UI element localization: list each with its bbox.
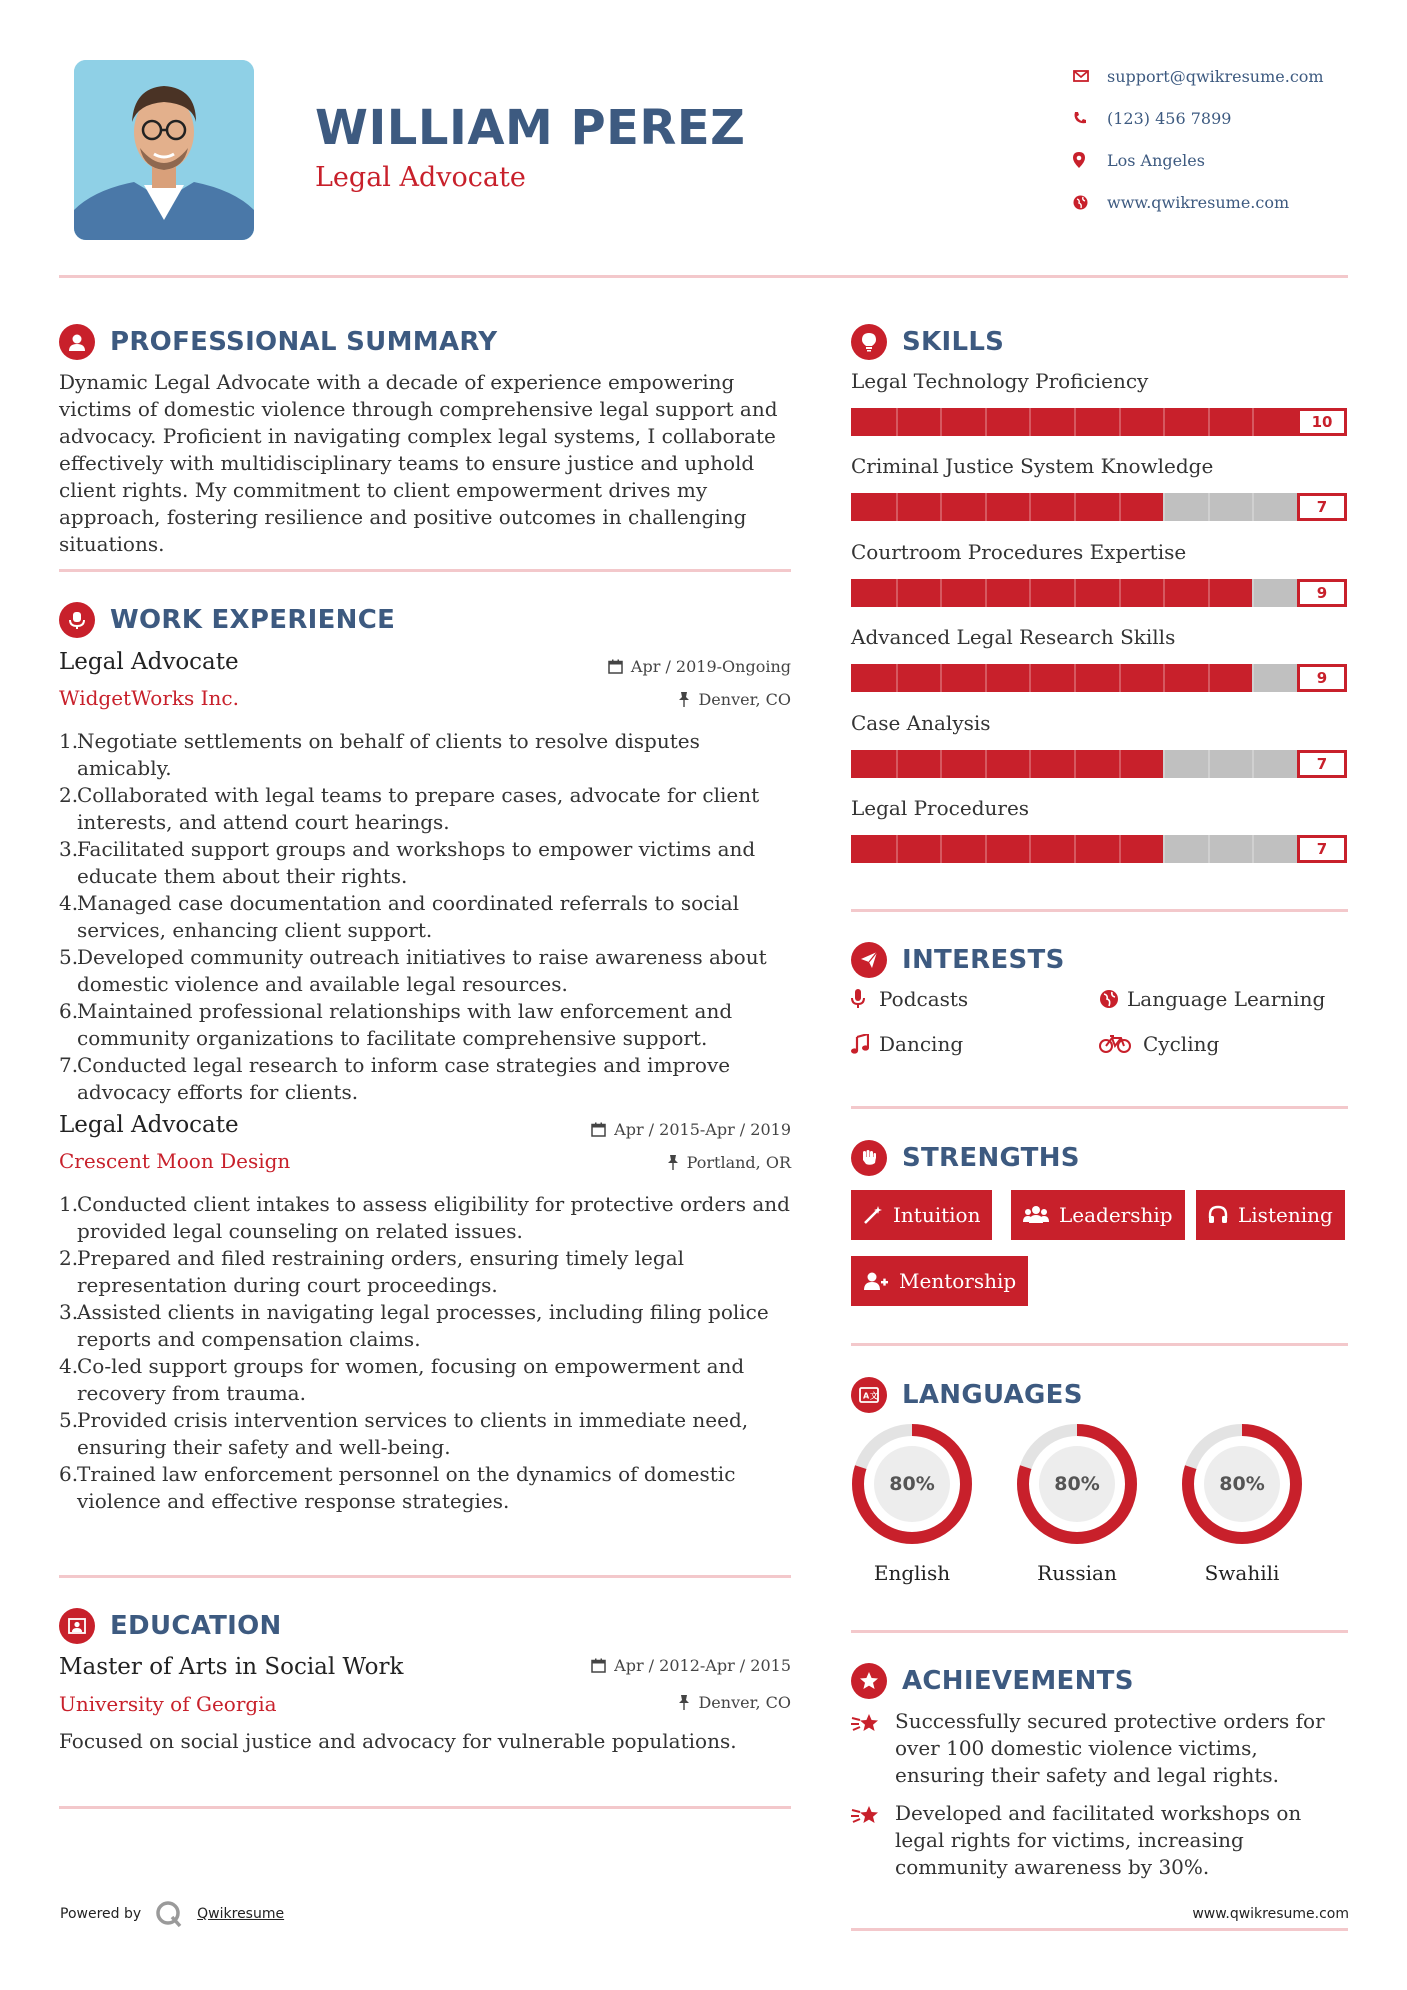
strengths-heading <box>851 1140 1080 1176</box>
user-plus-icon <box>863 1271 889 1291</box>
skill-bar-segment <box>1163 493 1165 521</box>
skill-bar-segment <box>1029 750 1031 778</box>
users-icon <box>1023 1205 1049 1225</box>
skill-name: Advanced Legal Research Skills <box>851 625 1176 650</box>
interest-cycling <box>1099 1032 1219 1056</box>
skill-score: 7 <box>1297 493 1347 521</box>
skill-name: Legal Technology Proficiency <box>851 369 1149 393</box>
language-name: Russian <box>1037 1561 1117 1585</box>
skill-bar-segment <box>1029 835 1031 863</box>
candidate-name: WILLIAM PEREZ <box>315 100 746 156</box>
strength-chip-mentorship: Mentorship <box>851 1256 1028 1306</box>
skill-bar-segment <box>940 579 942 607</box>
contact-phone[interactable] <box>1073 97 1373 139</box>
skill-bar <box>851 835 1347 863</box>
skill-score: 7 <box>1297 835 1347 863</box>
star-badge-icon <box>851 1663 887 1699</box>
list-item: 5. Provided crisis intervention services to clients in immediate need, ensuring their safety and well-being. <box>59 1408 749 1459</box>
skill-name: Legal Procedures <box>851 796 1030 820</box>
achievement-item: Successfully secured protective orders for over 100 domestic violence victims, ensuring their safety and legal rights. <box>851 1708 1351 1789</box>
fist-icon <box>851 1140 887 1176</box>
skill-name: Courtroom Procedures Expertise <box>851 539 1187 564</box>
contact-location <box>1073 139 1373 181</box>
interest-label: Dancing <box>879 1032 964 1056</box>
bicycle-icon <box>1099 1035 1143 1053</box>
globe-icon <box>1073 195 1107 210</box>
list-item: 5. Developed community outreach initiatives to raise awareness about domestic violence and available legal resources. <box>59 945 767 996</box>
candidate-title: Legal Advocate <box>315 162 526 193</box>
strengths-divider <box>851 1343 1348 1346</box>
job-1-title: Legal Advocate <box>59 649 239 675</box>
music-note-icon <box>851 1034 879 1054</box>
skill-bar-segment <box>940 835 942 863</box>
skill-bar <box>851 408 1347 436</box>
work-divider <box>59 1575 791 1578</box>
skill-bar-segment <box>1208 835 1210 863</box>
education-dates <box>480 1656 791 1675</box>
interest-podcasts <box>851 987 968 1011</box>
list-item: 6. Maintained professional relationships with law enforcement and community organizations to facilitate comprehensive support. <box>59 999 733 1050</box>
skill-bar-segment <box>1029 579 1031 607</box>
paper-plane-icon <box>851 942 887 978</box>
skill-bar-fill <box>851 835 1163 863</box>
job-2-dates <box>480 1120 791 1139</box>
skill-bar-segment <box>940 664 942 692</box>
powered-by-label: Powered by <box>60 1906 142 1922</box>
skill-bar-segment <box>896 664 898 692</box>
pushpin-icon <box>678 1695 690 1710</box>
interests-divider <box>851 1106 1348 1109</box>
list-item: 3. Assisted clients in navigating legal processes, including filing police reports and compensation claims. <box>59 1300 769 1351</box>
skill-bar-segment <box>1119 750 1121 778</box>
pushpin-icon <box>678 692 690 707</box>
work-heading <box>59 602 395 638</box>
skill-bar-segment <box>896 579 898 607</box>
language-ring <box>851 1423 973 1585</box>
skill-bar-segment <box>1119 579 1121 607</box>
skill-bar-segment <box>940 493 942 521</box>
skill-bar-segment <box>985 493 987 521</box>
skill-bar-segment <box>1163 579 1165 607</box>
skill-bar-segment <box>1208 493 1210 521</box>
skills-divider <box>851 909 1348 912</box>
skill-bar-segment <box>1029 664 1031 692</box>
skill-bar-segment <box>1252 835 1254 863</box>
skill-bar-fill <box>851 493 1163 521</box>
list-item: 1. Conducted client intakes to assess eligibility for protective orders and provided legal counseling on related issues. <box>59 1192 790 1243</box>
skill-bar-segment <box>1163 750 1165 778</box>
achievements-heading <box>851 1663 1134 1699</box>
briefcase-icon <box>59 602 95 638</box>
education-heading <box>59 1608 282 1644</box>
interest-label: Cycling <box>1143 1032 1220 1056</box>
language-name: Swahili <box>1204 1561 1280 1585</box>
phone-icon <box>1073 111 1107 125</box>
skill-bar-segment <box>896 835 898 863</box>
skill-score: 9 <box>1297 664 1347 692</box>
list-item: 2. Prepared and filed restraining orders, ensuring timely legal representation during court proceedings. <box>59 1246 685 1297</box>
microphone-icon <box>851 989 879 1009</box>
magic-wand-icon <box>863 1205 883 1225</box>
svg-text:文: 文 <box>870 1391 878 1401</box>
skill-bar-segment <box>1074 408 1076 436</box>
job-1-dates-text: Apr / 2019-Ongoing <box>630 657 791 676</box>
skill-bar-segment <box>1029 408 1031 436</box>
skill-bar-segment <box>1208 579 1210 607</box>
job-1-company: WidgetWorks Inc. <box>59 686 239 710</box>
skill-bar-segment <box>1252 750 1254 778</box>
profile-photo <box>74 60 254 240</box>
interest-dancing <box>851 1032 963 1056</box>
qwikresume-link[interactable]: Qwikresume <box>197 1906 285 1922</box>
calendar-icon <box>608 659 623 674</box>
skill-bar-segment <box>1252 493 1254 521</box>
envelope-icon <box>1073 70 1107 82</box>
skill-bar-segment <box>985 835 987 863</box>
skill-bar-segment <box>896 408 898 436</box>
skill-score: 10 <box>1297 408 1347 436</box>
skill-bar-segment <box>985 408 987 436</box>
svg-text:A: A <box>863 1391 870 1401</box>
skill-score: 9 <box>1297 579 1347 607</box>
achievement-item: Developed and facilitated workshops on legal rights for victims, increasing community awareness by 30%. <box>851 1800 1351 1881</box>
job-2-title: Legal Advocate <box>59 1112 239 1138</box>
school-name: University of Georgia <box>59 1692 277 1716</box>
language-ring <box>1181 1423 1303 1585</box>
skill-bar-segment <box>1119 664 1121 692</box>
strength-chip-leadership: Leadership <box>1011 1190 1185 1240</box>
education-divider <box>59 1806 791 1809</box>
achievements-heading-label: ACHIEVEMENTS <box>902 1666 1134 1696</box>
user-icon <box>59 324 95 360</box>
job-2-company: Crescent Moon Design <box>59 1149 291 1173</box>
interest-language-learning <box>1099 987 1325 1011</box>
translate-icon <box>851 1377 887 1413</box>
calendar-icon <box>591 1122 606 1137</box>
graduate-icon <box>59 1608 95 1644</box>
skill-bar-segment <box>985 750 987 778</box>
skills-heading <box>851 324 1004 360</box>
interest-label: Language Learning <box>1127 987 1326 1011</box>
education-heading-label: EDUCATION <box>110 1611 282 1641</box>
list-item: 2. Collaborated with legal teams to prepare cases, advocate for client interests, and attend court hearings. <box>59 783 760 834</box>
map-pin-icon <box>1073 152 1107 168</box>
skill-bar-segment <box>1119 408 1121 436</box>
strength-chip-listening: Listening <box>1196 1190 1345 1240</box>
skill-bar-segment <box>1074 579 1076 607</box>
skill-bar-segment <box>940 408 942 436</box>
skill-bar-segment <box>896 493 898 521</box>
skill-bar-segment <box>1163 835 1165 863</box>
education-dates-text: Apr / 2012-Apr / 2015 <box>614 1656 791 1675</box>
interests-heading-label: INTERESTS <box>902 945 1065 975</box>
lightbulb-icon <box>851 324 887 360</box>
skill-bar-fill <box>851 750 1163 778</box>
list-item: 4. Co-led support groups for women, focusing on empowerment and recovery from trauma. <box>59 1354 745 1405</box>
skill-bar-fill <box>851 664 1252 692</box>
summary-heading <box>59 324 497 360</box>
contact-email-text: support@qwikresume.com <box>1107 66 1324 86</box>
shooting-star-icon <box>851 1800 895 1881</box>
languages-heading-label: LANGUAGES <box>902 1380 1083 1410</box>
skill-bar-segment <box>1074 664 1076 692</box>
skill-bar-segment <box>1208 664 1210 692</box>
skill-bar-segment <box>1252 579 1254 607</box>
language-percent: 80% <box>889 1473 935 1495</box>
globe-icon <box>1099 989 1127 1009</box>
headphones-icon <box>1208 1205 1228 1225</box>
language-name: English <box>873 1561 951 1585</box>
language-percent: 80% <box>1054 1473 1100 1495</box>
skill-bar-segment <box>985 579 987 607</box>
job-2-location <box>480 1153 791 1172</box>
skill-bar-segment <box>1252 408 1254 436</box>
contact-email[interactable] <box>1073 55 1373 97</box>
skill-score: 7 <box>1297 750 1347 778</box>
footer-divider <box>851 1928 1348 1931</box>
contact-website-text: www.qwikresume.com <box>1107 192 1290 212</box>
job-1-location <box>480 690 791 709</box>
skill-bar-segment <box>1163 664 1165 692</box>
shooting-star-icon <box>851 1708 895 1789</box>
job-2-bullets <box>59 1191 794 1515</box>
list-item: 3. Facilitated support groups and workshops to empower victims and educate them about their rights. <box>59 837 756 888</box>
skill-bar-segment <box>1252 664 1254 692</box>
skill-bar <box>851 493 1347 521</box>
skill-bar <box>851 579 1347 607</box>
skill-bar-segment <box>1119 493 1121 521</box>
list-item: 7. Conducted legal research to inform case strategies and improve advocacy efforts for clients. <box>59 1053 731 1104</box>
calendar-icon <box>591 1658 606 1673</box>
header-divider <box>59 275 1348 278</box>
skills-heading-label: SKILLS <box>902 327 1005 357</box>
list-item: 1. Negotiate settlements on behalf of clients to resolve disputes amicably. <box>59 729 700 780</box>
strength-chip-intuition: Intuition <box>851 1190 992 1240</box>
job-1-bullets <box>59 728 794 1106</box>
skill-bar-segment <box>940 750 942 778</box>
contact-website[interactable] <box>1073 181 1373 223</box>
skill-name: Case Analysis <box>851 710 991 735</box>
summary-divider <box>59 569 791 572</box>
interests-heading <box>851 942 1065 978</box>
contact-location-text: Los Angeles <box>1107 150 1205 170</box>
footer-website[interactable]: www.qwikresume.com <box>1192 1906 1349 1922</box>
work-heading-label: WORK EXPERIENCE <box>110 605 396 635</box>
education-location-text: Denver, CO <box>698 1693 791 1712</box>
language-percent: 80% <box>1219 1473 1265 1495</box>
list-item: 4. Managed case documentation and coordinated referrals to social services, enhancing client support. <box>59 891 740 942</box>
pushpin-icon <box>667 1155 679 1170</box>
skill-bar-segment <box>1074 493 1076 521</box>
interest-label: Podcasts <box>879 987 969 1011</box>
job-1-dates <box>480 657 791 676</box>
language-ring <box>1016 1423 1138 1585</box>
skill-bar-segment <box>1208 750 1210 778</box>
summary-text: Dynamic Legal Advocate with a decade of experience empowering victims of domestic violence through comprehensive legal support and advocacy. Proficient in navigating complex legal systems, I collaborate effectively with multidisciplinary teams to ensure justice and uphold client rights. My commitment to client empowerment drives my approach, fostering resilience and positive outcomes in challenging situations. <box>59 370 778 556</box>
summary-heading-label: PROFESSIONAL SUMMARY <box>110 327 498 357</box>
job-1-location-text: Denver, CO <box>698 690 791 709</box>
skill-bar-segment <box>1074 835 1076 863</box>
skill-bar-segment <box>1074 750 1076 778</box>
strengths-heading-label: STRENGTHS <box>902 1143 1080 1173</box>
skill-bar-segment <box>1163 408 1165 436</box>
education-location <box>480 1693 791 1712</box>
education-description: Focused on social justice and advocacy for vulnerable populations. <box>59 1729 737 1753</box>
skill-bar-segment <box>985 664 987 692</box>
qwikresume-logo-icon <box>155 1900 183 1928</box>
skill-bar <box>851 750 1347 778</box>
list-item: 6. Trained law enforcement personnel on the dynamics of domestic violence and effective response strategies. <box>59 1462 736 1513</box>
powered-by <box>60 1900 284 1928</box>
skill-bar-segment <box>1208 408 1210 436</box>
job-2-location-text: Portland, OR <box>686 1153 791 1172</box>
skill-bar <box>851 664 1347 692</box>
skill-bar-segment <box>1119 835 1121 863</box>
languages-divider <box>851 1630 1348 1633</box>
skill-bar-fill <box>851 579 1252 607</box>
contact-list <box>1073 55 1373 223</box>
skill-bar-fill <box>851 408 1347 436</box>
contact-phone-text: (123) 456 7899 <box>1107 108 1232 128</box>
skill-name: Criminal Justice System Knowledge <box>851 454 1214 479</box>
languages-heading <box>851 1377 1083 1413</box>
skill-bar-segment <box>896 750 898 778</box>
skill-bar-segment <box>1029 493 1031 521</box>
job-2-dates-text: Apr / 2015-Apr / 2019 <box>614 1120 791 1139</box>
degree-title: Master of Arts in Social Work <box>59 1654 404 1680</box>
